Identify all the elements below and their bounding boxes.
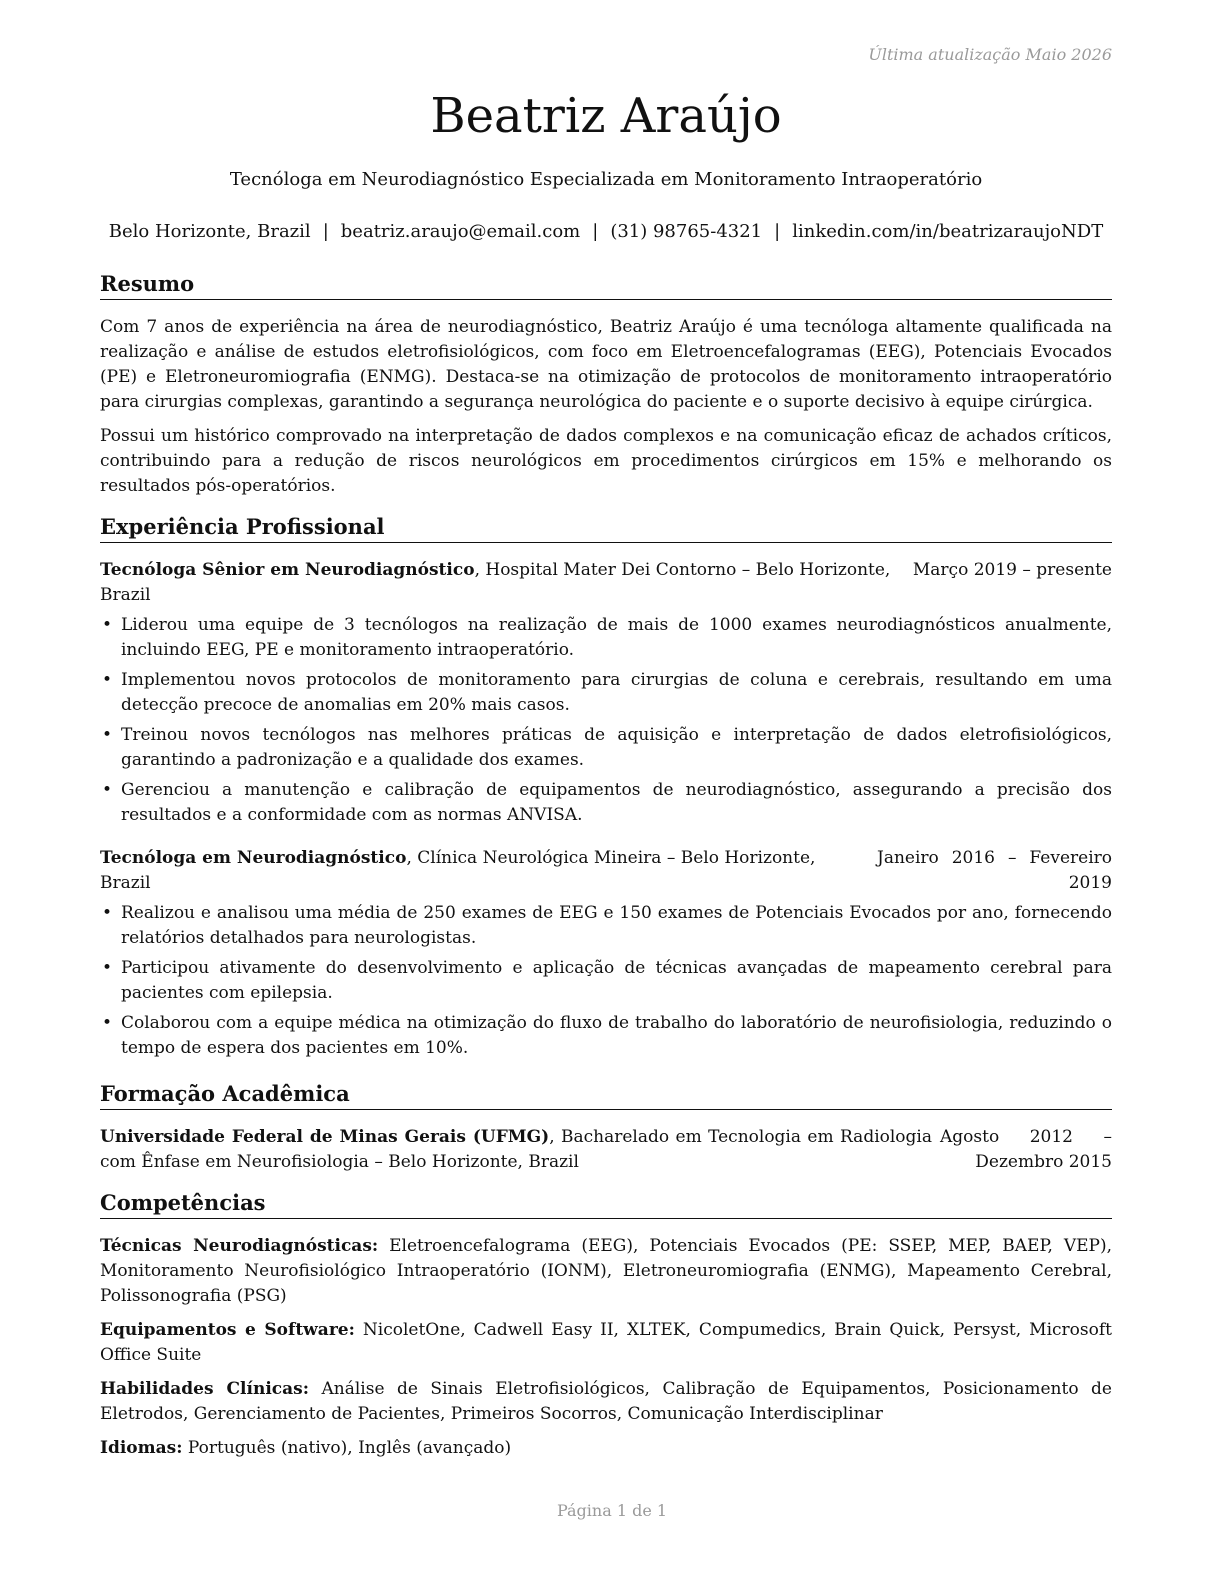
skill-row (100, 1436, 1112, 1461)
candidate-name: Beatriz Araújo (430, 88, 782, 144)
skill-label: Técnicas Neurodiagnósticas: (100, 1236, 379, 1256)
job-dates: Março 2019 – presente (912, 560, 1112, 580)
job-bullets (100, 901, 1112, 1061)
summary-paragraph: Possui um histórico comprovado na interpretação de dados complexos e na comunicação eficaz de achados críticos, contribuindo para a redução de riscos neurológicos em procedimentos cirúrgicos em 15% e melhorando os resultados pós-operatórios. (100, 426, 1112, 496)
summary-paragraph: Com 7 anos de experiência na área de neurodiagnóstico, Beatriz Araújo é uma tecnóloga altamente qualificada na realização e análise de estudos eletrofisiológicos, com foco em Eletroencefalogramas (EEG), Potenciais Evocados (PE) e Eletroneuromiografia (ENMG). Destaca-se na otimização de protocolos de monitoramento intraoperatório para cirurgias complexas, garantindo a segurança neurológica do paciente e o suporte decisivo à equipe cirúrgica. (100, 317, 1112, 412)
list-item: • Realizou e analisou uma média de 250 exames de EEG e 150 exames de Potenciais Evocados por ano, fornecendo relatórios detalhados para neurologistas. (100, 901, 1112, 951)
education-school: Universidade Federal de Minas Gerais (UFMG) (100, 1127, 550, 1147)
contact-phone: (31) 98765-4321 (610, 221, 763, 242)
skill-value: Análise de Sinais Eletrofisiológicos, Calibração de Equipamentos, Posicionamento de Eletrodos, Gerenciamento de Pacientes, Primeiros Socorros, Comunicação Interdisciplinar (100, 1379, 1112, 1424)
job-organization: , Clínica Neurológica Mineira – Belo Horizonte, Brazil (100, 848, 816, 893)
skill-value: Eletroencefalograma (EEG), Potenciais Evocados (PE: SSEP, MEP, BAEP, VEP), Monitoramento Neurofisiológico Intraoperatório (IONM), Eletroneuromiografia (ENMG), Mapeamento Cerebral, Polissonografia (PSG) (100, 1236, 1112, 1306)
skill-value: Português (nativo), Inglês (avançado) (182, 1438, 512, 1458)
contact-separator: | (774, 221, 781, 242)
contact-separator: | (592, 221, 599, 242)
education-dates: Agosto 2012 – Dezembro 2015 (940, 1127, 1112, 1172)
candidate-headline: Tecnóloga em Neurodiagnóstico Especializada em Monitoramento Intraoperatório (229, 169, 983, 190)
education-entry (100, 1125, 1112, 1175)
contact-line (100, 221, 1112, 242)
job-bullets (100, 613, 1112, 828)
job-role: Tecnóloga em Neurodiagnóstico (100, 848, 407, 868)
section-title-education: Formação Acadêmica (100, 1081, 1112, 1110)
job-entry (100, 846, 1112, 1061)
skill-row (100, 1318, 1112, 1368)
summary-section (100, 271, 1112, 499)
list-item: • Liderou uma equipe de 3 tecnólogos na realização de mais de 1000 exames neurodiagnósticos anualmente, incluindo EEG, PE e monitoramento intraoperatório. (100, 613, 1112, 663)
skill-row (100, 1234, 1112, 1309)
skill-label: Habilidades Clínicas: (100, 1379, 309, 1399)
contact-linkedin[interactable]: linkedin.com/in/beatrizaraujoNDT (792, 221, 1104, 242)
skill-row (100, 1377, 1112, 1427)
contact-email[interactable]: beatriz.araujo@email.com (340, 221, 581, 242)
list-item: • Gerenciou a manutenção e calibração de equipamentos de neurodiagnóstico, assegurando a precisão dos resultados e a conformidade com as normas ANVISA. (100, 778, 1112, 828)
section-title-experience: Experiência Profissional (100, 514, 1112, 543)
list-item: • Implementou novos protocolos de monitoramento para cirurgias de coluna e cerebrais, resultando em uma detecção precoce de anomalias em 20% mais casos. (100, 668, 1112, 718)
contact-location: Belo Horizonte, Brazil (108, 221, 311, 242)
skill-label: Equipamentos e Software: (100, 1320, 355, 1340)
contact-separator: | (322, 221, 329, 242)
skill-label: Idiomas: (100, 1438, 183, 1458)
page-number: Página 1 de 1 (556, 1501, 668, 1520)
list-item: • Colaborou com a equipe médica na otimização do fluxo de trabalho do laboratório de neurofisiologia, reduzindo o tempo de espera dos pacientes em 10%. (100, 1011, 1112, 1061)
education-section (100, 1081, 1112, 1175)
section-title-summary: Resumo (100, 271, 1112, 300)
last-updated: Última atualização Maio 2026 (868, 45, 1112, 64)
skill-value: NicoletOne, Cadwell Easy II, XLTEK, Compumedics, Brain Quick, Persyst, Microsoft Office Suite (100, 1320, 1112, 1365)
job-header (100, 558, 1112, 608)
job-header (100, 846, 1112, 896)
job-role: Tecnóloga Sênior em Neurodiagnóstico (100, 560, 475, 580)
section-title-skills: Competências (100, 1190, 1112, 1219)
list-item: • Participou ativamente do desenvolvimento e aplicação de técnicas avançadas de mapeamento cerebral para pacientes com epilepsia. (100, 956, 1112, 1006)
job-dates: Janeiro 2016 – Fevereiro 2019 (877, 848, 1112, 893)
education-degree: , Bacharelado em Tecnologia em Radiologia com Ênfase em Neurofisiologia – Belo Horizonte, Brazil (100, 1127, 932, 1172)
experience-section (100, 514, 1112, 1066)
skills-section (100, 1190, 1112, 1461)
job-organization: , Hospital Mater Dei Contorno – Belo Horizonte, Brazil (100, 560, 891, 605)
job-entry (100, 558, 1112, 828)
list-item: • Treinou novos tecnólogos nas melhores práticas de aquisição e interpretação de dados eletrofisiológicos, garantindo a padronização e a qualidade dos exames. (100, 723, 1112, 773)
